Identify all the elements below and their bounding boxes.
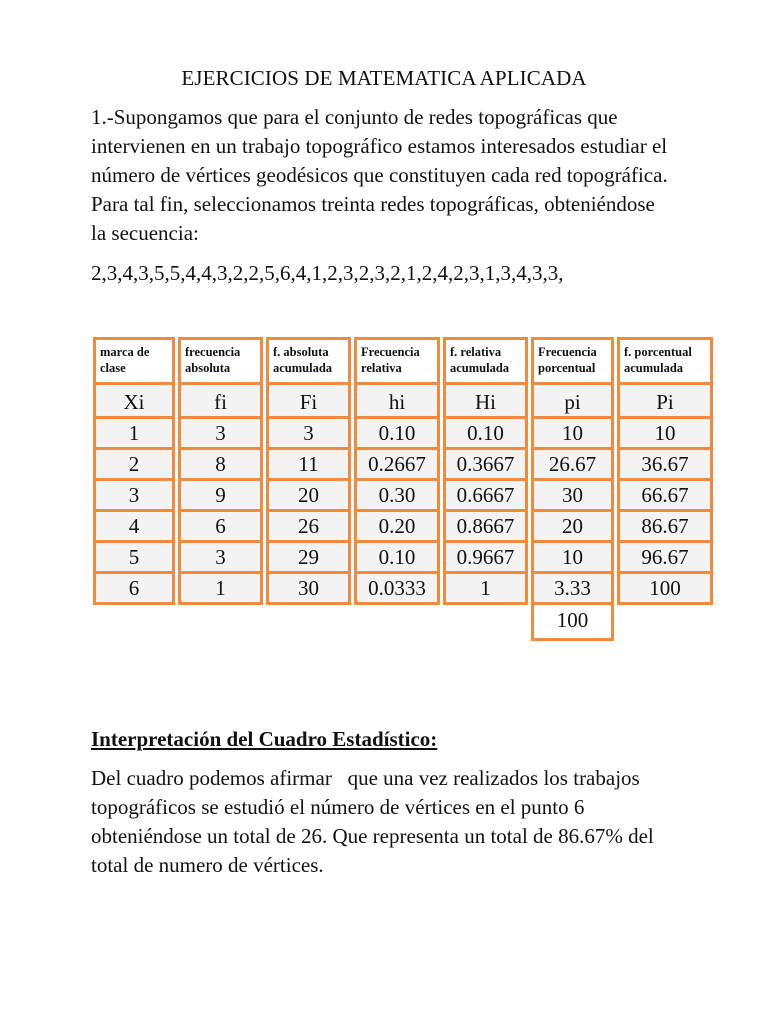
problem-line: número de vértices geodésicos que constituyen cada red topográfica. (91, 163, 668, 187)
table-cell: 3 (178, 419, 263, 450)
table-header-row (93, 337, 713, 385)
empty-cell (617, 605, 713, 641)
table-cell: 8 (178, 450, 263, 481)
empty-cell (354, 605, 440, 641)
table-cell: 20 (266, 481, 351, 512)
symbol-cell: fi (178, 385, 263, 419)
problem-line: intervienen en un trabajo topográfico estamos interesados estudiar el (91, 134, 668, 158)
table-cell: 9 (178, 481, 263, 512)
table-cell: 10 (531, 543, 614, 574)
table-row (93, 574, 713, 605)
table-cell: 3 (178, 543, 263, 574)
problem-line: la secuencia: (91, 221, 199, 245)
interpretation-line: topográficos se estudió el número de vértices en el punto 6 (91, 795, 585, 819)
table-cell: 30 (531, 481, 614, 512)
table-cell: 66.67 (617, 481, 713, 512)
empty-cell (93, 605, 175, 641)
empty-cell (443, 605, 528, 641)
table-total-row (93, 605, 713, 641)
table-cell: 30 (266, 574, 351, 605)
table-cell: 0.10 (443, 419, 528, 450)
table-cell: 96.67 (617, 543, 713, 574)
table-row (93, 419, 713, 450)
table-cell: 3 (266, 419, 351, 450)
table-symbol-row (93, 385, 713, 419)
table-cell: 10 (531, 419, 614, 450)
interpretation-line: total de numero de vértices. (91, 853, 324, 877)
table-cell: 0.30 (354, 481, 440, 512)
table-cell: 0.3667 (443, 450, 528, 481)
table-row (93, 450, 713, 481)
table-cell: 36.67 (617, 450, 713, 481)
interpretation-text (91, 764, 731, 880)
table-row (93, 543, 713, 574)
header-f-porcentual-acumulada: f. porcentual acumulada (617, 337, 713, 385)
table-cell: 29 (266, 543, 351, 574)
interpretation-line: obteniéndose un total de 26. Que representa un total de 86.67% del (91, 824, 654, 848)
empty-cell (266, 605, 351, 641)
data-sequence: 2,3,4,3,5,5,4,4,3,2,2,5,6,4,1,2,3,2,3,2,1,2,4,2,3,1,3,4,3,3, (91, 261, 564, 285)
header-f-absoluta-acumulada: f. absoluta acumulada (266, 337, 351, 385)
interpretation-line: Del cuadro podemos afirmar que una vez realizados los trabajos (91, 766, 640, 790)
table-cell: 26.67 (531, 450, 614, 481)
table-cell: 20 (531, 512, 614, 543)
table-cell: 0.0333 (354, 574, 440, 605)
empty-cell (178, 605, 263, 641)
symbol-cell: pi (531, 385, 614, 419)
table-cell: 3 (93, 481, 175, 512)
table-cell: 1 (178, 574, 263, 605)
table-cell: 5 (93, 543, 175, 574)
table-cell: 0.9667 (443, 543, 528, 574)
table-cell: 2 (93, 450, 175, 481)
table-cell: 1 (93, 419, 175, 450)
document-title: EJERCICIOS DE MATEMATICA APLICADA (181, 66, 587, 90)
header-frecuencia-relativa: Frecuencia relativa (354, 337, 440, 385)
table-cell: 0.10 (354, 419, 440, 450)
header-frecuencia-absoluta: frecuencia absoluta (178, 337, 263, 385)
table-row (93, 512, 713, 543)
header-marca-de-clase: marca de clase (93, 337, 175, 385)
table-cell: 0.6667 (443, 481, 528, 512)
header-frecuencia-porcentual: Frecuencia porcentual (531, 337, 614, 385)
table-cell: 4 (93, 512, 175, 543)
table-cell: 26 (266, 512, 351, 543)
table-cell: 0.10 (354, 543, 440, 574)
symbol-cell: Fi (266, 385, 351, 419)
table-cell: 10 (617, 419, 713, 450)
problem-statement (91, 103, 731, 248)
interpretation-heading: Interpretación del Cuadro Estadístico: (91, 727, 438, 751)
table-cell: 11 (266, 450, 351, 481)
table-cell: 6 (178, 512, 263, 543)
problem-line: 1.-Supongamos que para el conjunto de redes topográficas que (91, 105, 618, 129)
header-f-relativa-acumulada: f. relativa acumulada (443, 337, 528, 385)
table-cell: 100 (617, 574, 713, 605)
table-cell: 0.20 (354, 512, 440, 543)
table-cell: 3.33 (531, 574, 614, 605)
symbol-cell: Pi (617, 385, 713, 419)
table-cell: 6 (93, 574, 175, 605)
symbol-cell: hi (354, 385, 440, 419)
symbol-cell: Hi (443, 385, 528, 419)
symbol-cell: Xi (93, 385, 175, 419)
problem-line: Para tal fin, seleccionamos treinta redes topográficas, obteniéndose (91, 192, 655, 216)
table-cell: 0.2667 (354, 450, 440, 481)
table-cell: 1 (443, 574, 528, 605)
total-pi-cell: 100 (531, 605, 614, 641)
table-row (93, 481, 713, 512)
frequency-table (90, 337, 716, 641)
table-cell: 86.67 (617, 512, 713, 543)
table-cell: 0.8667 (443, 512, 528, 543)
